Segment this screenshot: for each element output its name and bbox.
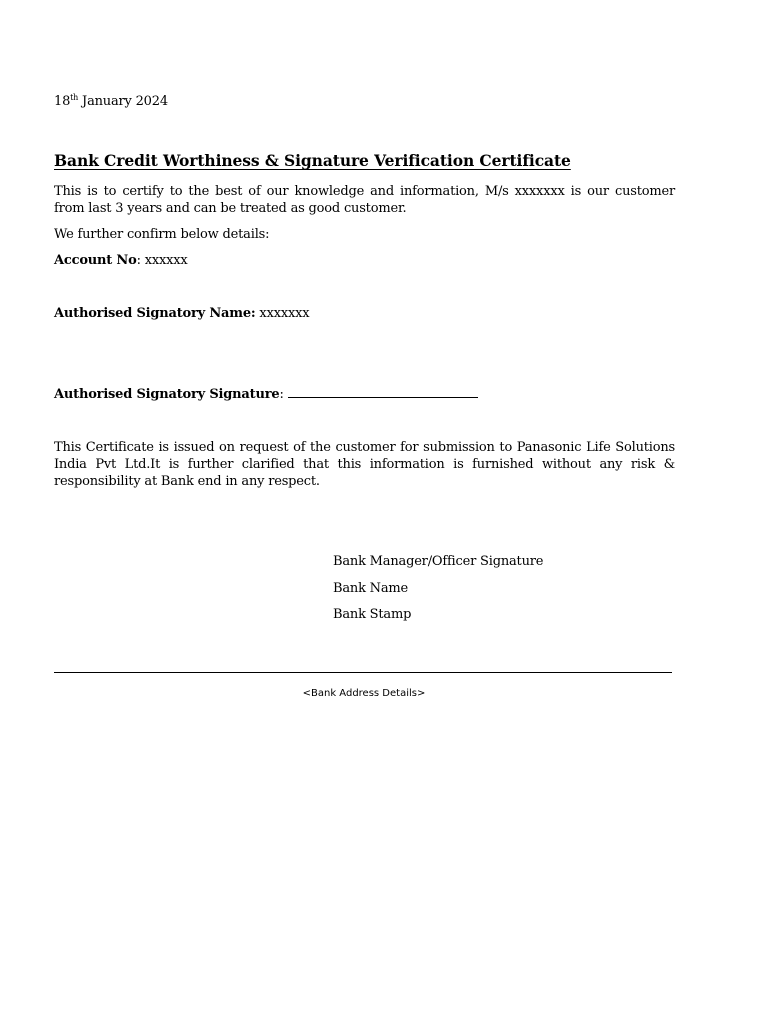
account-number-label: Account No xyxy=(54,253,137,268)
confirm-details-paragraph: We further confirm below details: xyxy=(54,227,270,242)
signatory-name-label: Authorised Signatory Name: xyxy=(54,306,256,321)
account-number-line xyxy=(54,252,675,269)
signature-blank-line xyxy=(288,385,478,398)
account-number-value: : xxxxxx xyxy=(136,253,188,268)
certification-paragraph: This is to certify to the best of our knowledge and information, M/s xxxxxxx is our customer from last 3 years and can be treated as good customer. xyxy=(54,184,675,216)
certificate-title: Bank Credit Worthiness & Signature Verification Certificate xyxy=(54,151,571,170)
date-day: 18 xyxy=(54,94,71,109)
signatory-signature-line xyxy=(54,385,675,403)
manager-signature-label: Bank Manager/Officer Signature xyxy=(333,554,544,569)
signatory-signature-label: Authorised Signatory Signature xyxy=(54,387,280,402)
certificate-date xyxy=(54,93,675,110)
date-suffix: th xyxy=(70,93,79,102)
signatory-name-line xyxy=(54,305,675,322)
footer-divider xyxy=(54,672,672,673)
disclaimer-paragraph: This Certificate is issued on request of the customer for submission to Panasonic Life Solutions India Pvt Ltd.It is further clarified that this information is furnished without any risk & responsibility at Bank end in any respect. xyxy=(54,440,675,489)
bank-address-footer: <Bank Address Details> xyxy=(302,688,426,699)
signatory-signature-colon: : xyxy=(279,387,284,402)
signatory-name-value: xxxxxxx xyxy=(255,306,310,321)
date-month-year: January 2024 xyxy=(78,94,168,109)
bank-name-label: Bank Name xyxy=(333,581,409,596)
bank-stamp-label: Bank Stamp xyxy=(333,607,412,622)
